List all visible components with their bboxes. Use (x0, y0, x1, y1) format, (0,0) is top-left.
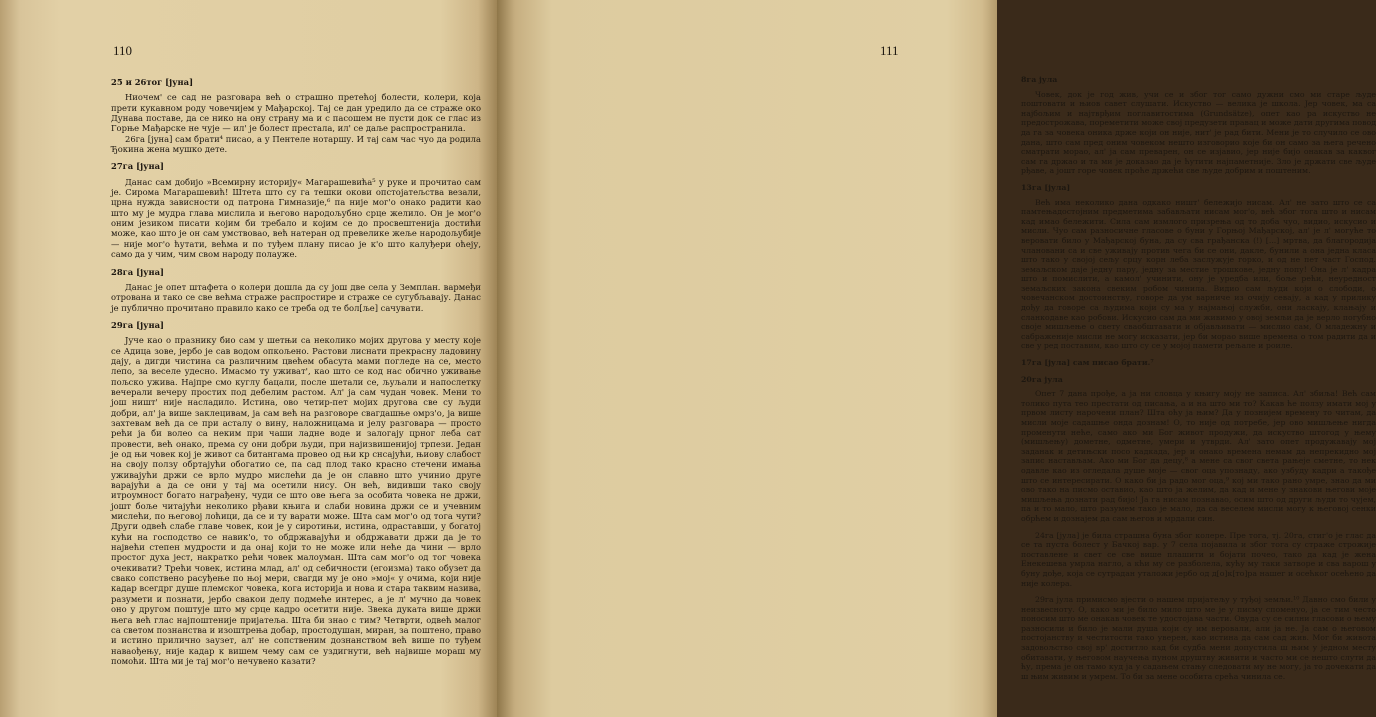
entry-heading: 28га [јуна] (111, 266, 165, 277)
entry-heading: 27га [јуна] (111, 161, 165, 172)
right-page (497, 0, 1376, 717)
diary-entry (1021, 375, 1376, 524)
diary-entry (111, 161, 481, 259)
entry-paragraph: Јуче као о празнику био сам у шетњи са неколико мојих другова у месту које се Адица зове, јербо је сав водом опкољено. Растови лиснати прекрасну ладовину дају, а дигди чистина са различним цвећем обасута мами погледе на се, место лепо, за веселе удесно. Имасмо ту уживат', као што се код нас обично уживање пољско ужива. Најпре смо куглу бацали, после шетали се, љуљали и напослетку вечерали вечеру простих под дебелим растом. Ал' ја сам чудан човек. Мени то још ништ' није насладило. Истина, ово четир-пет мојих другова све су људи добри, ал' ја више заклецивам, ја сам већ на разговоре свагдашње омрз'о, ја више захтевам већ да се при асталу о вину, наложницама и јелу разговара — просто рећи ја би волео са неким при чаши ладне воде и залогају црног леба сат провести, већ онако, према су они добри људи, при најизвишенијој трпези. Један је од њи човек кој је живот са битангама провео од њи кр снсајући, њиову слабост на своју ползу обртајући обогатио се, па сад плод тако красно стечени имања уживајући држи се врло мудро мислећи да је он славно што учинио друге варајући а да се они у тај ма осетили нису. Он већ, видивши тако своју итроумност богато награђену, чуди се што ове њега за особита човека не држи, јошт боље читајући неколико рђави књига и слаби новина држи се и учевним мислећи, по његовој лоћици, да се и ту варати може. Шта сам мог'о од тога чути? Други одвећ слабе главе човек, кои је у сиротињи, истина, одраставши, у богатој кући на господство се навик'о, то обдржавајући и обдржавати држи да је то највећи степен мудрости и да онај који то не може или неће да чини — врло простог духа јест, накратко рећи човек малоуман. Шта сам мог'о од тог човека очекивати? Трећи човек, истина млад, ал' од себичности (егоизма) тако обузет да свако сопствено расуђење по њој мери, свагди му је оно »мој« у очима, који није кадар всегдрг душе племског човека, кога историја и нова и стара таквим назива, разумети и познати, јербо свакои делу подмеће интерес, а је л' мучно да човек оно у другом поштује што му срце кадро осетити није. Звека дуката више држи њега већ глас најпоштеније пријатеља. Шта би знао с тим? Четврти, одвећ малог са светом познанства и изоштрења добар, простодушан, миран, за поштено, право и истино прилично заузет, ал' не сопственим дознанством већ више по туђем наваођењу, није кадар к вишем чему сам се уздигнути, већ највише мораш му помоћи. Шта ми је тај мог'о нечувено казати? (111, 335, 481, 666)
diary-entry (111, 320, 481, 666)
entry-heading: 25 и 26тог [јуна] (111, 77, 194, 87)
diary-entry (111, 267, 481, 313)
left-page (0, 0, 497, 717)
diary-entry (1021, 183, 1376, 351)
entry-heading: 17га [јула] сам писао брати.⁷ (1021, 358, 1154, 368)
entry-paragraph: Данас сам добијо »Всемирну историју« Магарашевића⁵ у руке и прочитао сам је. Сирома Магарашевић! Штета што су га тешки окови опстојатељства везали, црна нужда зависности од патрона Гимназије,⁶ па није мог'о онако радити као што му је мудра глава мислила и његово народољубно срце желило. Он је мог'о оним језиком писати којим би требало и којим се до просвештенија достићи може, као што је он сам умствовао, већ натеран од превелике жеље народољубије — није мог'о ћутати, већма и по туђем плану писао је к'о што калуђери оћеју, само да у чим, чим свом народу полауже. (111, 176, 481, 260)
page-number-left: 110 (113, 43, 133, 58)
entry-paragraph: Опет 7 дана прође, а ја ни словца у књигу моју не записа. Ал' збиља! Већ сам толико пута тео престати од писања, а и на што ми то? Какав ће ползу имати мој у првом листу нарочени план? Шта оћу ја њим? Да у познијем времену то читам, да мисли моје садашње онда дознам! О, то није од потребе, јер ово мишљење нигда променути неће, само ако ми Бог живот продужи, да искуство штогод у њему (мишљењу) дометне, одметне, умери и утврди. Ал' зато опет продужавају мој заданак и детињски посо кадкада, јер и онако времена немам да непрекидно мој запис настављам. Ако ми Бог да децу,⁸ а мене са свог света рањеје сметне, то нек одавле као из огледала душе моје — свог оца упознаду, ако узбуду кадри а такође што се интересирати. О како би ја радо мог оца,⁹ кој ми тако рано умре, знао да ми ово тако на писмо оставио, као што ја желим, да кад и мене у знакови његови моје мишљења дознати рад бијо! Ја га нисам познавао, осим што од други људи то чујем, па и то мало, што разумем тако је мало, да са веселем мисли могу к његовој сенки обрћем и дознајем да сам његов и мрдали син. (1021, 389, 1376, 523)
diary-entry (1021, 531, 1376, 589)
entry-heading: 29га [јуна] (111, 319, 165, 330)
entry-paragraph: Већ има неколико дана одкако ништ' бележијо нисам. Ал' не зато што се са памтењадостојним предметима забављати нисам мог'о, већ због тога што и нисам кад имао бележити. Сила сам измлого призрења од то доба чуо, видио, искусио и мисли. Чуо сам разносичне гласове о буни у Горњој Мађарској, ал' је л' могуће то веровати било у Мађарској буна, да су сва грађанска (!) [...] мртва, да благородија члановани са и све уживају против чега би се они, дакле, бунили а она једна класа што тако у својој сељу срцу корн леба заслужује горко, и од не пет част Господ. земаљском даје једну пару, једну за местие трошкове, једну попу! Она је л' кадра што и помислити, а камол' учинити, ону је уредба или, боље рећи, неуредност земаљских закона свеким робом чинила. Видио сам људи који о слободи, о човечанском достоинству, говоре да ум варниче из очију севају, а кад у прилику дођу да говоре са људима који су ма у најмањој служби, они ласкају, клањају и сланкодаве као робови. Искусио сам да ми живимо у овој земљи да је верло погубно своје мишљење о свету сваобштавати и објављивати — мислио сам, О младежну и сабраженије мисли не могу исказати, јер би морао више времена о том радити да и све у ред поставим, као што су се у мојој памети рељале и роиле. (1021, 197, 1376, 351)
entry-heading: 8га јула (1021, 75, 1058, 84)
entry-paragraph: 26га [јуна] сам брати⁴ писао, а у Пентеле нотаршу. И тај сам час чуо да родила Ђокина жена мушко дете. (111, 133, 481, 155)
entry-paragraph: Ниочем' се сад не разговара већ о страшно претећој болести, колери, која прети кукавном роду човечијем у Мађарској. Тај се дан уредило да се страже око Дунава поставе, да се нико на ону страну ма и с пасошем не пусти док се глас из Горње Мађарске не чује — ил' је болест престала, ил' се даље распространила. (111, 92, 481, 134)
diary-entry (1021, 75, 1376, 176)
left-page-text (111, 70, 481, 666)
entry-paragraph: Човек, док је год жив, учи се и због тог само дужни смо ми старе људе поштовати и њиов савет слушати. Искуство — велика је школа. Јер човек, ма са најбољим и најтврђим поглавитостима (Grundsätze), опет као ра искуство не предострожава, пореметити може свој предузети правац и може дати другима повод да га за човека оника држе који он није, нит' је рад бити. Мени је то случило се ово дана, што сам пред оним човеком нешто изговорио које би он само за њега речено сматрати морао, ал' ја сам преварен, он се изјавио, јер није бијо онакав за каквог сам га држао и та ми је доказао да је ћутити најпаметније. Зло је држати све људе рђаве, а јошт горе човек проће држећи све људе добрим и поштеним. (1021, 89, 1376, 176)
entry-paragraph: Данас је опет штафета о колери дошла да су још две села у Земплан. вармеђи отрована и тако се све већма страже распростире и страже се сугубљавају. Данас је публично прочитано правило како се треба од те бол[ље] сачувати. (111, 281, 481, 313)
entry-heading: 20га јула (1021, 374, 1063, 384)
diary-entry (111, 77, 481, 154)
entry-heading: 24га [јула] је била страшна буна због колере. Пре тога, тј. 20га, стиг'о је глас да се та пуста болест у Бачкој вар. у 7 села појавила и због тога су страже строжије поставлене и свет се све више плашити и бојати почео, тако да кад је жена Енекешева умрла нагло, а кћи му се разболела, кућу му таки затворе и сва варош у буну дође, која се сутрадан уталожи јербо од д[о]к[то]ра нашег и осећког осећено да није колера. (1021, 530, 1376, 588)
page-number-right: 111 (880, 43, 899, 58)
diary-entry (1021, 595, 1376, 681)
entry-heading: 13га [јула] (1021, 182, 1071, 192)
diary-entry (1021, 358, 1376, 368)
entry-heading: 29га јула примисмо вјести о нашем пријатељу у туђој земљи.¹⁰ Давно смо били у неизвесноту. О, како ми је било мило што ме је у писму споменуо, ја се тим често поносим што ме онакав човек те удостојава части. Овуда су се силни гласови о њему разносили и било је мали душа који су им веровали, али ја не. Ја сам о његовом постојанству и честитости тако уверен, као истина да сам сад жив. Мог би живота задовољство свој вр' доститло кад би судба мени допустила ш њим у једном месту обитавати, у његовом научења пуном друштву живити и часто ми се нешто слути да ћу, према је он тамо куд ја у садањем стању следовати му не могу, ја то дочекати да ш њим живим и умрем. То би за мене особита срећа чинила се. (1021, 595, 1376, 681)
right-page-text (1021, 68, 1376, 686)
